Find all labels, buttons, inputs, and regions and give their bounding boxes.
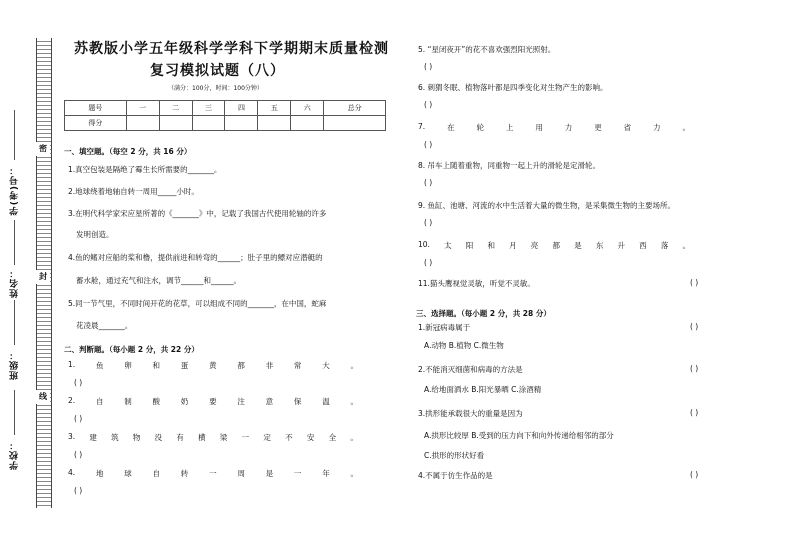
answer-paren[interactable]: ( )	[424, 218, 433, 227]
q-char: 卵	[124, 361, 132, 370]
q-char: 更	[594, 123, 602, 132]
table-cell: 题号	[65, 101, 127, 116]
q-char: 建	[89, 433, 97, 442]
fill-q3-line2: 发明创造。	[76, 230, 114, 239]
judge-q9: 9. 鱼缸、池塘、河流的水中生活着大量的微生物，是采集微生物的主要场所。	[418, 201, 676, 210]
score-input-cell[interactable]	[291, 116, 324, 131]
q-char: 大	[322, 361, 330, 370]
judge-q3	[68, 432, 358, 443]
choice-q1: 1.新冠病毒属于	[418, 323, 471, 332]
q-char: 和	[152, 361, 160, 370]
choice-q2: 2.不能消灭细菌和病毒的方法是	[418, 365, 523, 374]
q-char: 年	[322, 469, 330, 478]
q-char: 亮	[530, 241, 539, 250]
q-char: 省	[623, 123, 632, 132]
exam-title-line1: 苏教版小学五年级科学学科下学期期末质量检测	[74, 41, 389, 57]
q-char: 落	[660, 241, 669, 250]
judge-q1	[68, 360, 358, 371]
q-char: 黄	[209, 361, 217, 370]
q-char: 轮	[476, 123, 484, 132]
q-char: 用	[535, 123, 543, 132]
fill-q3-line1: 3.在明代科学家宋应星所著的《_______》中，记载了我国古代使用轮轴的许多	[68, 209, 327, 218]
q-char: 是	[265, 469, 274, 478]
judge-q6: 6. 刺猬冬眠、植物落叶都是四季变化对生物产生的影响。	[418, 83, 608, 92]
q-char: 是	[574, 241, 582, 250]
q-char: 保	[293, 397, 302, 406]
answer-paren[interactable]: ( )	[424, 140, 433, 149]
table-cell: 六	[291, 101, 324, 116]
score-input-cell[interactable]	[324, 116, 386, 131]
q-char: 月	[509, 241, 517, 250]
q-char: 全	[328, 433, 337, 442]
q-char: 定	[263, 433, 271, 442]
fill-q2: 2.地球绕着地轴自转一周用_____小时。	[68, 187, 199, 196]
score-input-cell[interactable]	[159, 116, 192, 131]
choice-q4: 4.不属于仿生作品的是	[418, 471, 493, 480]
q-char: 梁	[219, 433, 228, 442]
q-char: 球	[124, 469, 132, 478]
class-line	[14, 300, 15, 345]
judge-q2	[68, 396, 358, 407]
q-char: 和	[487, 241, 495, 250]
judge-q7	[418, 122, 690, 133]
q-char: 力	[653, 123, 661, 132]
class-label: 班级：	[10, 350, 20, 380]
answer-paren[interactable]: ( )	[74, 378, 83, 387]
score-input-cell[interactable]	[126, 116, 159, 131]
score-input-cell[interactable]	[225, 116, 258, 131]
q-char: 制	[124, 397, 132, 406]
q-char: 注	[237, 397, 245, 406]
q-char: 都	[552, 241, 560, 250]
judge-q5: 5. “星闭夜开”的花不喜欢强烈阳光照射。	[418, 45, 556, 54]
fill-q5-line1: 5.同一节气里，不同时间开花的花草，可以组成不同的_______，在中国，蛇麻	[68, 299, 327, 308]
score-table-header-row	[65, 101, 386, 116]
q-char: 10.	[418, 240, 430, 249]
q-char: 鱼	[95, 361, 104, 370]
q-char: 。	[682, 123, 690, 132]
answer-paren[interactable]: ( )	[74, 486, 83, 495]
table-cell: 得分	[65, 116, 127, 131]
answer-paren[interactable]: ( )	[690, 470, 699, 479]
q-char: 。	[682, 241, 690, 250]
q-char: 自	[152, 469, 160, 478]
choice-q3-options-c: C.拱形的形状好看	[424, 451, 485, 460]
q-char: 上	[505, 123, 514, 132]
q-char: 安	[306, 433, 315, 442]
q-char: 周	[237, 469, 245, 478]
q-char: 都	[237, 361, 245, 370]
q-char: 4.	[68, 468, 76, 477]
fill-q1: 1.真空包装是隔绝了霉生长所需要的_______。	[68, 165, 222, 174]
q-char: 自	[95, 397, 104, 406]
exam-subtitle: （满分：100分，时间：100分钟）	[168, 85, 263, 92]
q-char: 。	[350, 433, 358, 442]
table-cell: 总分	[324, 101, 386, 116]
table-cell: 一	[126, 101, 159, 116]
q-char: 一	[209, 469, 217, 478]
q-char: 要	[209, 397, 217, 406]
q-char: 蛋	[180, 361, 189, 370]
q-char: 不	[285, 433, 293, 442]
fill-q4-line2: 蓄水舱，通过充气和注水，调节______和______。	[76, 276, 241, 285]
answer-paren[interactable]: ( )	[424, 178, 433, 187]
fill-q5-line2: 花凌晨_______。	[76, 321, 133, 330]
answer-paren[interactable]: ( )	[690, 408, 699, 417]
student-id-label: 学(考)号：	[10, 165, 20, 216]
q-char: 1.	[68, 360, 76, 369]
answer-paren[interactable]: ( )	[424, 258, 433, 267]
q-char: 意	[265, 397, 274, 406]
score-table	[64, 100, 386, 131]
student-id-line	[14, 110, 15, 160]
choice-q2-options: A.给地面洒水 B.阳光暴晒 C.涂酒精	[424, 385, 542, 394]
q-char: 地	[95, 469, 104, 478]
answer-paren[interactable]: ( )	[690, 364, 699, 373]
q-char: 酸	[152, 397, 160, 406]
judge-q11: 11.猫头鹰视觉灵敏，听觉不灵敏。	[418, 279, 535, 288]
table-cell: 五	[258, 101, 291, 116]
name-label: 姓名：	[10, 268, 20, 298]
q-char: 7.	[418, 122, 426, 131]
school-line	[14, 390, 15, 435]
section1-heading: 一、填空题。（每空 2 分，共 16 分）	[64, 147, 192, 156]
q-char: 转	[180, 469, 189, 478]
table-cell: 三	[192, 101, 225, 116]
answer-paren[interactable]: ( )	[424, 62, 433, 71]
q-char: 非	[265, 361, 274, 370]
q-char: 。	[350, 469, 358, 478]
answer-paren[interactable]: ( )	[74, 414, 83, 423]
section3-heading: 三、选择题。（每小题 2 分，共 28 分）	[416, 309, 551, 318]
q-char: 奶	[180, 397, 189, 406]
q-char: 筑	[111, 433, 119, 442]
choice-q3: 3.拱形能承载很大的重量是因为	[418, 409, 523, 418]
judge-q4	[68, 468, 358, 479]
judge-q10	[418, 240, 690, 251]
answer-paren[interactable]: ( )	[690, 278, 699, 287]
q-char: 常	[293, 361, 302, 370]
judge-q8: 8. 吊车上随着重物，同重物一起上升的滑轮是定滑轮。	[418, 161, 601, 170]
binding-mark-mi: 密	[36, 142, 50, 156]
score-table-score-row	[65, 116, 386, 131]
school-label: 学校：	[10, 440, 20, 470]
q-char: 横	[198, 433, 206, 442]
answer-paren[interactable]: ( )	[74, 450, 83, 459]
answer-paren[interactable]: ( )	[690, 322, 699, 331]
q-char: 一	[293, 469, 302, 478]
binding-mark-xian: 线	[36, 390, 50, 404]
q-char: 2.	[68, 396, 76, 405]
q-char: 西	[639, 241, 647, 250]
score-input-cell[interactable]	[258, 116, 291, 131]
q-char: 在	[447, 123, 455, 132]
q-char: 阳	[465, 241, 474, 250]
q-char: 3.	[68, 432, 76, 441]
q-char: 太	[444, 241, 452, 250]
name-line	[14, 220, 15, 265]
choice-q1-options: A.动物 B.植物 C.微生物	[424, 341, 504, 350]
section2-heading: 二、判断题。（每小题 2 分，共 22 分）	[64, 345, 199, 354]
binding-mark-feng: 封	[36, 270, 50, 284]
q-char: 升	[617, 241, 625, 250]
fill-q4-line1: 4.鱼的鳍对应船的桨和橹，提供前进和转弯的______；肚子里的鳔对应潜艇的	[68, 253, 323, 262]
q-char: 。	[350, 361, 358, 370]
q-char: 东	[595, 241, 604, 250]
table-cell: 二	[159, 101, 192, 116]
q-char: 有	[176, 433, 184, 442]
q-char: 力	[564, 123, 573, 132]
q-char: 温	[322, 397, 330, 406]
q-char: 物	[132, 433, 141, 442]
q-char: 没	[154, 433, 163, 442]
q-char: 一	[241, 433, 250, 442]
answer-paren[interactable]: ( )	[424, 100, 433, 109]
exam-title-line2: 复习模拟试题（八）	[150, 63, 285, 79]
score-input-cell[interactable]	[192, 116, 225, 131]
table-cell: 四	[225, 101, 258, 116]
q-char: 。	[350, 397, 358, 406]
choice-q3-options-ab: A.拱形比较厚 B.受到的压力向下和向外传递给相邻的部分	[424, 431, 614, 440]
